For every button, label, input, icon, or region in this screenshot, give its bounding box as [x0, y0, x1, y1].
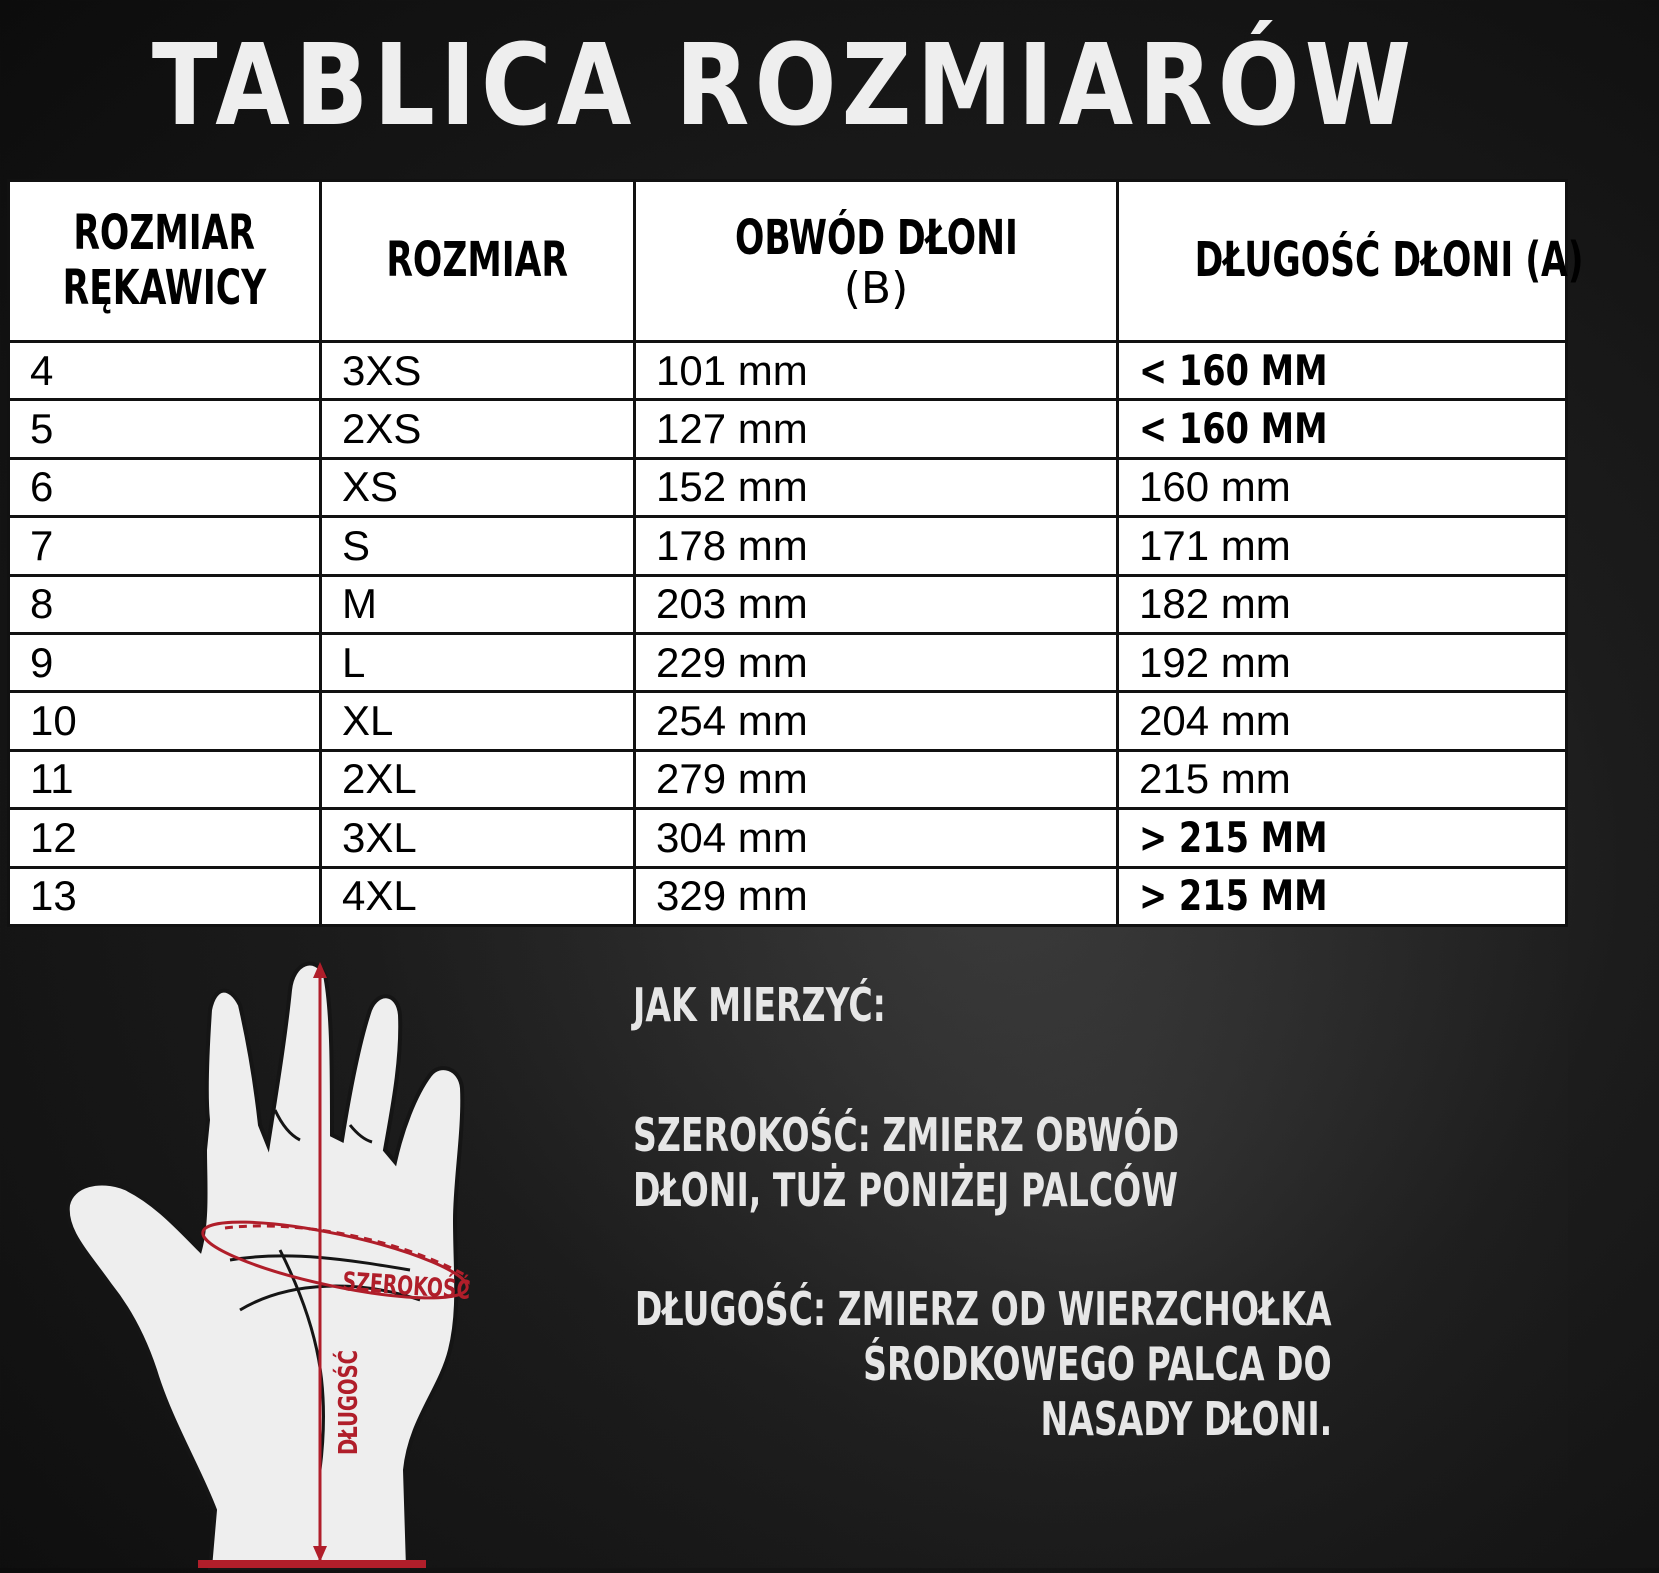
cell-length: 192 mm	[1118, 633, 1567, 691]
cell-size: M	[321, 575, 635, 633]
cell-length: > 215 MM	[1118, 867, 1567, 925]
cell-size: 2XS	[321, 400, 635, 458]
cell-length: 215 mm	[1118, 750, 1567, 808]
cell-length: 182 mm	[1118, 575, 1567, 633]
table-body	[9, 342, 1567, 926]
table-row	[9, 809, 1567, 867]
header-size: ROZMIAR	[321, 181, 635, 342]
size-table	[7, 179, 1584, 927]
cell-circumference: 279 mm	[635, 750, 1118, 808]
width-instruction: SZEROKOŚĆ: ZMIERZ OBWÓD DŁONI, TUŻ PONIŻEJ PALCÓW	[633, 1108, 1180, 1218]
cell-size: S	[321, 517, 635, 575]
page-title: TABLICA ROZMIARÓW	[151, 21, 1417, 151]
cell-glove-size: 10	[9, 692, 321, 750]
table-row	[9, 458, 1567, 516]
table-row	[9, 750, 1567, 808]
cell-glove-size: 5	[9, 400, 321, 458]
cell-length: 171 mm	[1118, 517, 1567, 575]
table-row	[9, 342, 1567, 400]
cell-size: XL	[321, 692, 635, 750]
cell-size: 3XS	[321, 342, 635, 400]
cell-glove-size: 8	[9, 575, 321, 633]
cell-length: 160 mm	[1118, 458, 1567, 516]
cell-glove-size: 12	[9, 809, 321, 867]
cell-length: 204 mm	[1118, 692, 1567, 750]
cell-circumference: 229 mm	[635, 633, 1118, 691]
cell-length: < 160 MM	[1118, 342, 1567, 400]
table-row	[9, 867, 1567, 925]
cell-size: 4XL	[321, 867, 635, 925]
cell-glove-size: 11	[9, 750, 321, 808]
table-row	[9, 400, 1567, 458]
cell-circumference: 152 mm	[635, 458, 1118, 516]
cell-size: 3XL	[321, 809, 635, 867]
cell-glove-size: 9	[9, 633, 321, 691]
cell-circumference: 304 mm	[635, 809, 1118, 867]
hand-outline	[68, 964, 463, 1568]
table-row	[9, 575, 1567, 633]
cell-circumference: 127 mm	[635, 400, 1118, 458]
header-hand-length: DŁUGOŚĆ DŁONI (A)	[1118, 181, 1567, 342]
width-label: SZEROKOŚĆ	[341, 1267, 520, 1310]
cell-circumference: 101 mm	[635, 342, 1118, 400]
cell-size: XS	[321, 458, 635, 516]
length-instruction: DŁUGOŚĆ: ZMIERZ OD WIERZCHOŁKA ŚRODKOWEGO PALCA DO NASADY DŁONI.	[635, 1282, 1332, 1447]
header-glove-size: ROZMIAR RĘKAWICY	[9, 181, 321, 342]
table-header-row	[9, 181, 1567, 342]
cell-glove-size: 4	[9, 342, 321, 400]
cell-glove-size: 7	[9, 517, 321, 575]
cell-circumference: 203 mm	[635, 575, 1118, 633]
cell-circumference: 254 mm	[635, 692, 1118, 750]
cell-glove-size: 6	[9, 458, 321, 516]
header-hand-circumference: OBWÓD DŁONI (B)	[635, 181, 1118, 342]
instructions-heading: JAK MIERZYĆ:	[633, 978, 886, 1032]
cell-size: 2XL	[321, 750, 635, 808]
cell-size: L	[321, 633, 635, 691]
cell-length: < 160 MM	[1118, 400, 1567, 458]
cell-circumference: 329 mm	[635, 867, 1118, 925]
cell-length: > 215 MM	[1118, 809, 1567, 867]
hand-diagram	[60, 950, 520, 1568]
table-row	[9, 692, 1567, 750]
table-row	[9, 633, 1567, 691]
cell-glove-size: 13	[9, 867, 321, 925]
table-row	[9, 517, 1567, 575]
hand-illustration	[60, 950, 520, 1568]
length-label: DŁUGOŚĆ	[334, 1315, 364, 1455]
cell-circumference: 178 mm	[635, 517, 1118, 575]
